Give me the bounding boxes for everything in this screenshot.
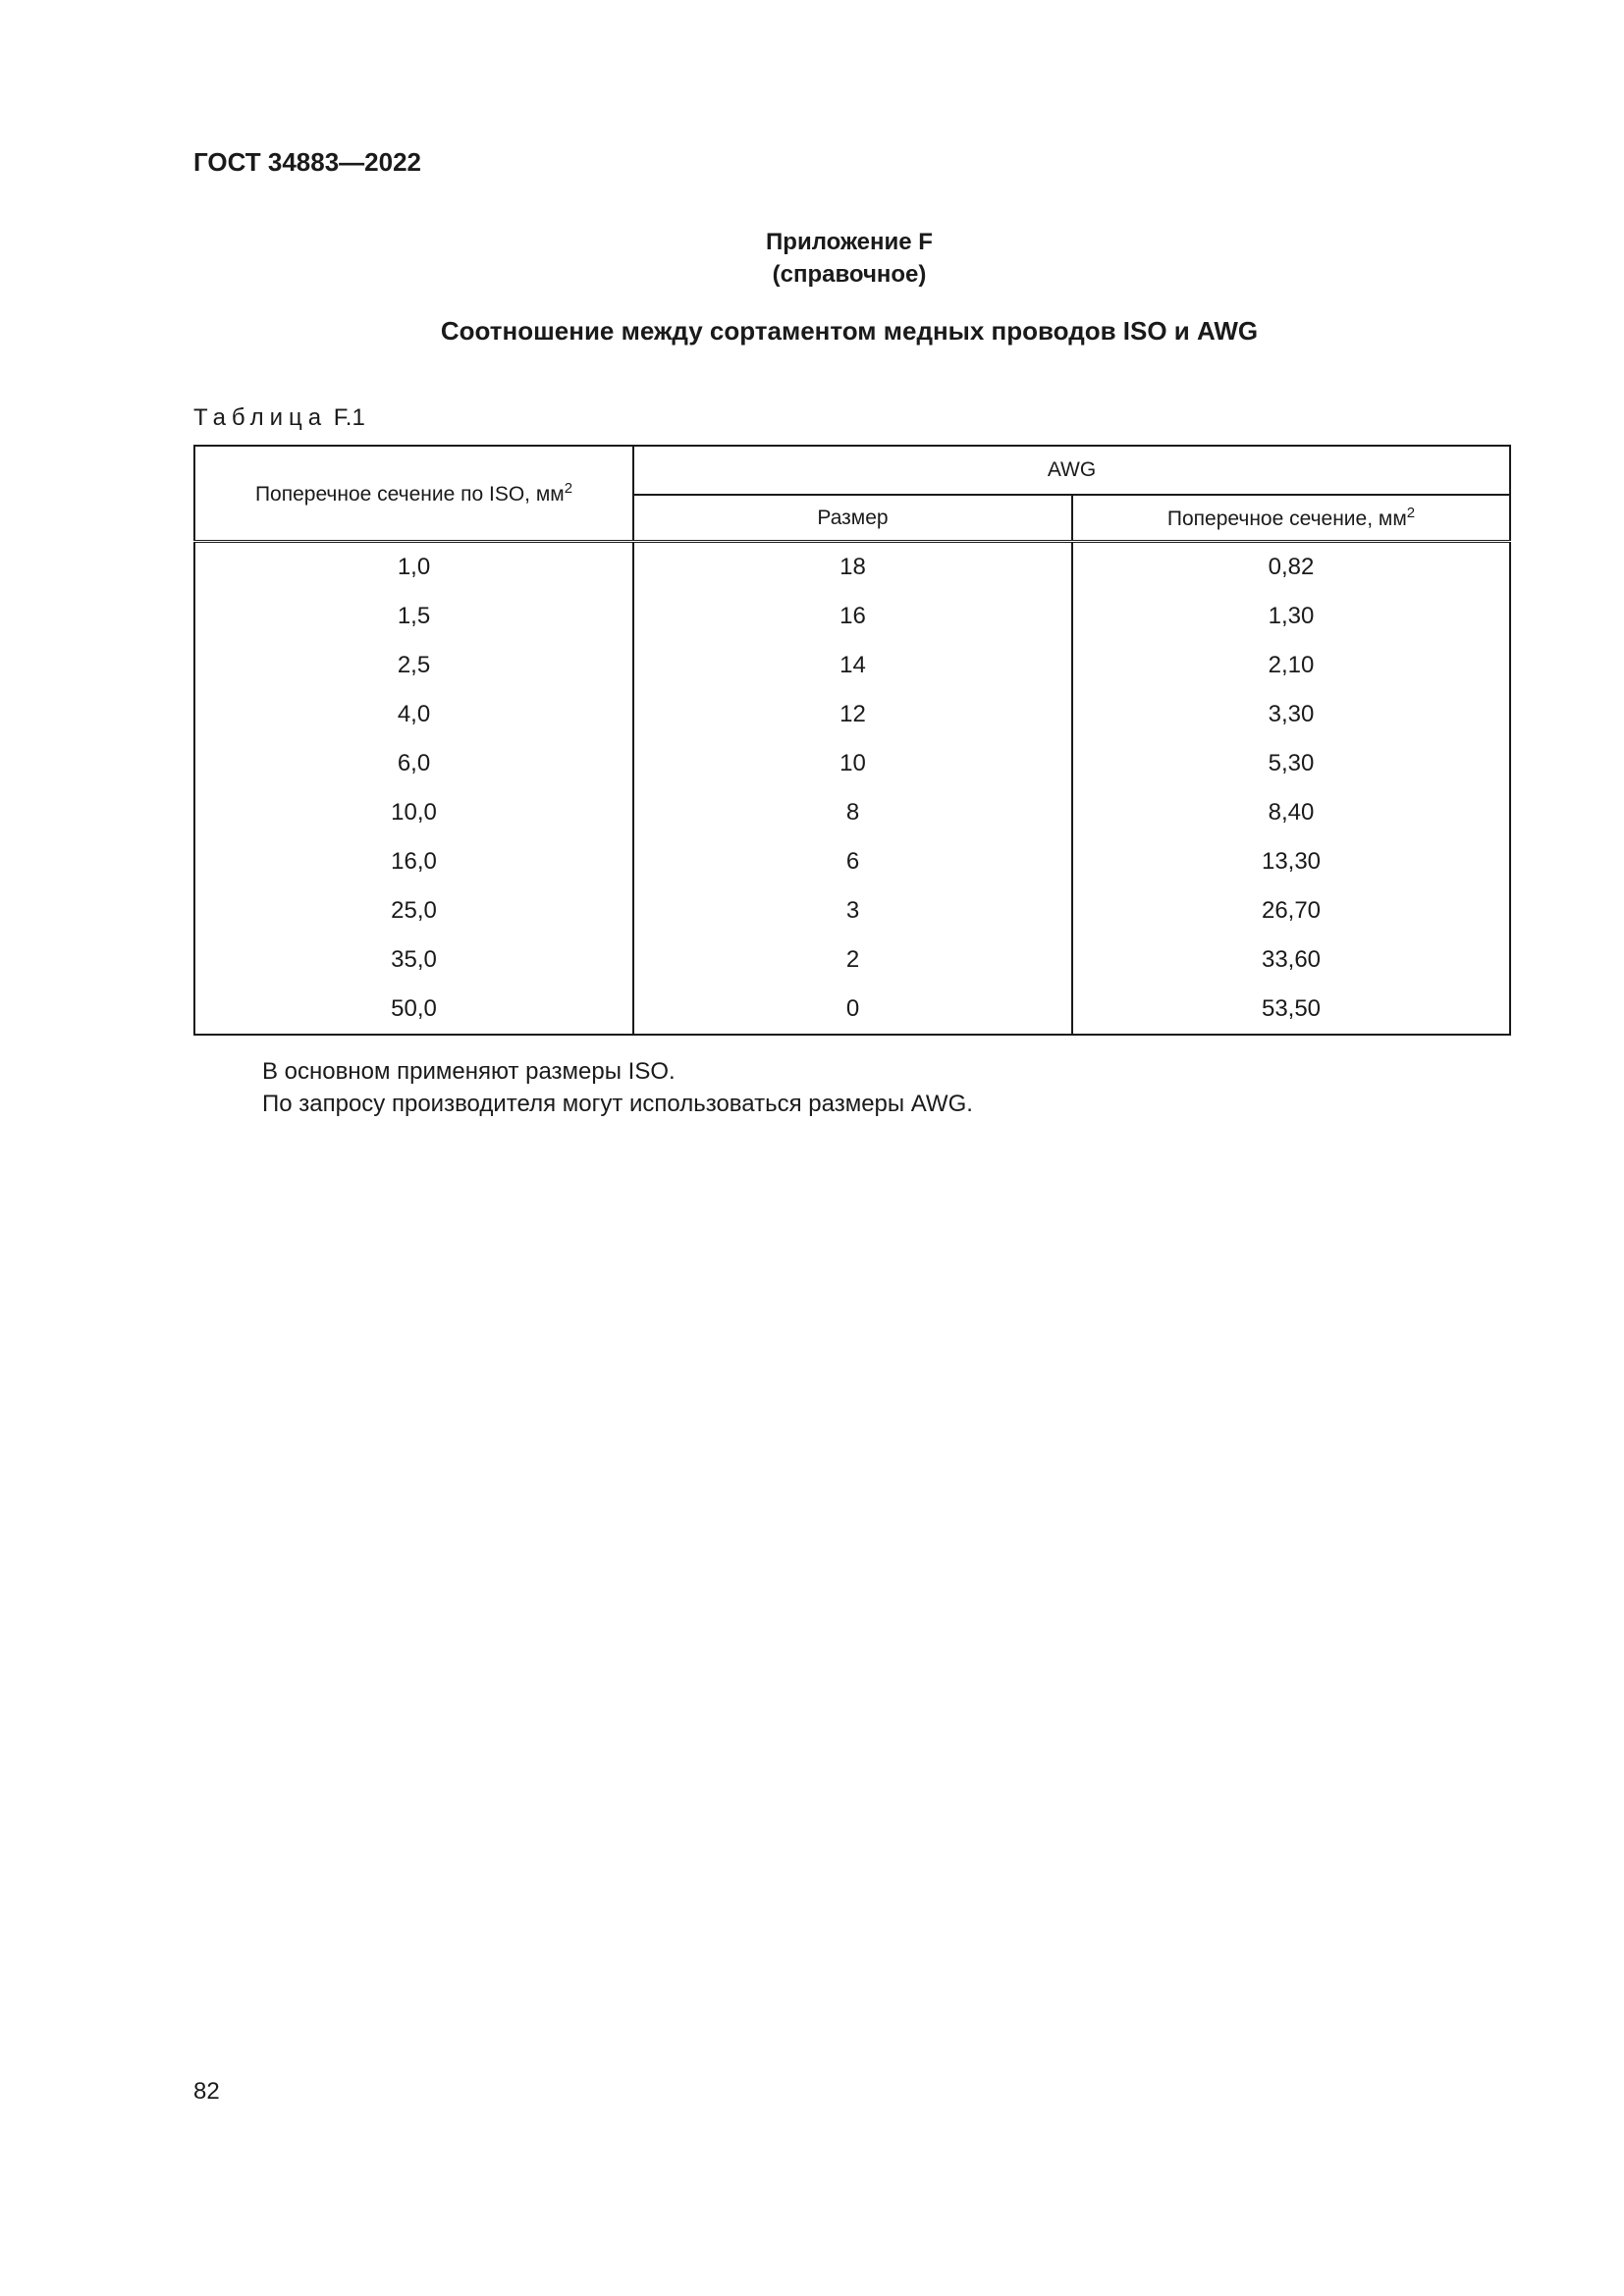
cell-iso-section: 25,0 [194, 886, 633, 935]
cell-awg-size: 0 [633, 985, 1072, 1035]
cell-awg-section: 33,60 [1072, 935, 1510, 985]
table-row [194, 837, 1510, 886]
table-row [194, 641, 1510, 690]
note-line: По запросу производителя могут использоваться размеры AWG. [262, 1091, 973, 1117]
note-line: В основном применяют размеры ISO. [262, 1058, 676, 1085]
cell-iso-section: 2,5 [194, 641, 633, 690]
cell-awg-section: 1,30 [1072, 592, 1510, 641]
cell-iso-section: 1,0 [194, 542, 633, 593]
appendix-label: Приложение F [766, 229, 933, 255]
cell-awg-section: 0,82 [1072, 542, 1510, 593]
cell-iso-section: 50,0 [194, 985, 633, 1035]
table-caption-word: Таблица [193, 404, 328, 431]
cell-iso-section: 10,0 [194, 788, 633, 837]
page-number: 82 [193, 2078, 220, 2105]
table-row [194, 690, 1510, 739]
cell-awg-section: 3,30 [1072, 690, 1510, 739]
table-row [194, 886, 1510, 935]
cell-awg-size: 6 [633, 837, 1072, 886]
cell-awg-size: 10 [633, 739, 1072, 788]
cell-awg-section: 8,40 [1072, 788, 1510, 837]
cell-awg-section: 53,50 [1072, 985, 1510, 1035]
cell-awg-size: 14 [633, 641, 1072, 690]
cell-awg-section: 5,30 [1072, 739, 1510, 788]
cell-awg-size: 16 [633, 592, 1072, 641]
header-awg: AWG [633, 446, 1510, 495]
cell-awg-section: 13,30 [1072, 837, 1510, 886]
cell-awg-size: 2 [633, 935, 1072, 985]
cell-iso-section: 35,0 [194, 935, 633, 985]
cell-awg-size: 18 [633, 542, 1072, 593]
cell-awg-section: 2,10 [1072, 641, 1510, 690]
table-row [194, 542, 1510, 593]
header-iso-section: Поперечное сечение по ISO, $мм^2$ [194, 446, 633, 542]
appendix-type: (справочное) [772, 261, 927, 288]
header-awg-size: Размер [633, 495, 1072, 542]
table-row [194, 592, 1510, 641]
standard-code: ГОСТ 34883—2022 [193, 147, 421, 177]
notes [262, 1055, 973, 1120]
cell-iso-section: 6,0 [194, 739, 633, 788]
cell-iso-section: 1,5 [194, 592, 633, 641]
cell-awg-size: 8 [633, 788, 1072, 837]
cell-awg-size: 3 [633, 886, 1072, 935]
table-caption [193, 404, 365, 432]
cell-awg-size: 12 [633, 690, 1072, 739]
table-body [194, 542, 1510, 1036]
table-row [194, 739, 1510, 788]
table-row [194, 788, 1510, 837]
appendix-heading [0, 226, 1624, 291]
header-awg-section: Поперечное сечение, $мм^2$ [1072, 495, 1510, 542]
cell-iso-section: 4,0 [194, 690, 633, 739]
table-row [194, 935, 1510, 985]
table-caption-number: F.1 [333, 404, 365, 431]
table-row [194, 985, 1510, 1035]
cell-awg-section: 26,70 [1072, 886, 1510, 935]
iso-awg-table [193, 445, 1511, 1036]
page-title: Соотношение между сортаментом медных проводов ISO и AWG [440, 316, 1259, 346]
cell-iso-section: 16,0 [194, 837, 633, 886]
